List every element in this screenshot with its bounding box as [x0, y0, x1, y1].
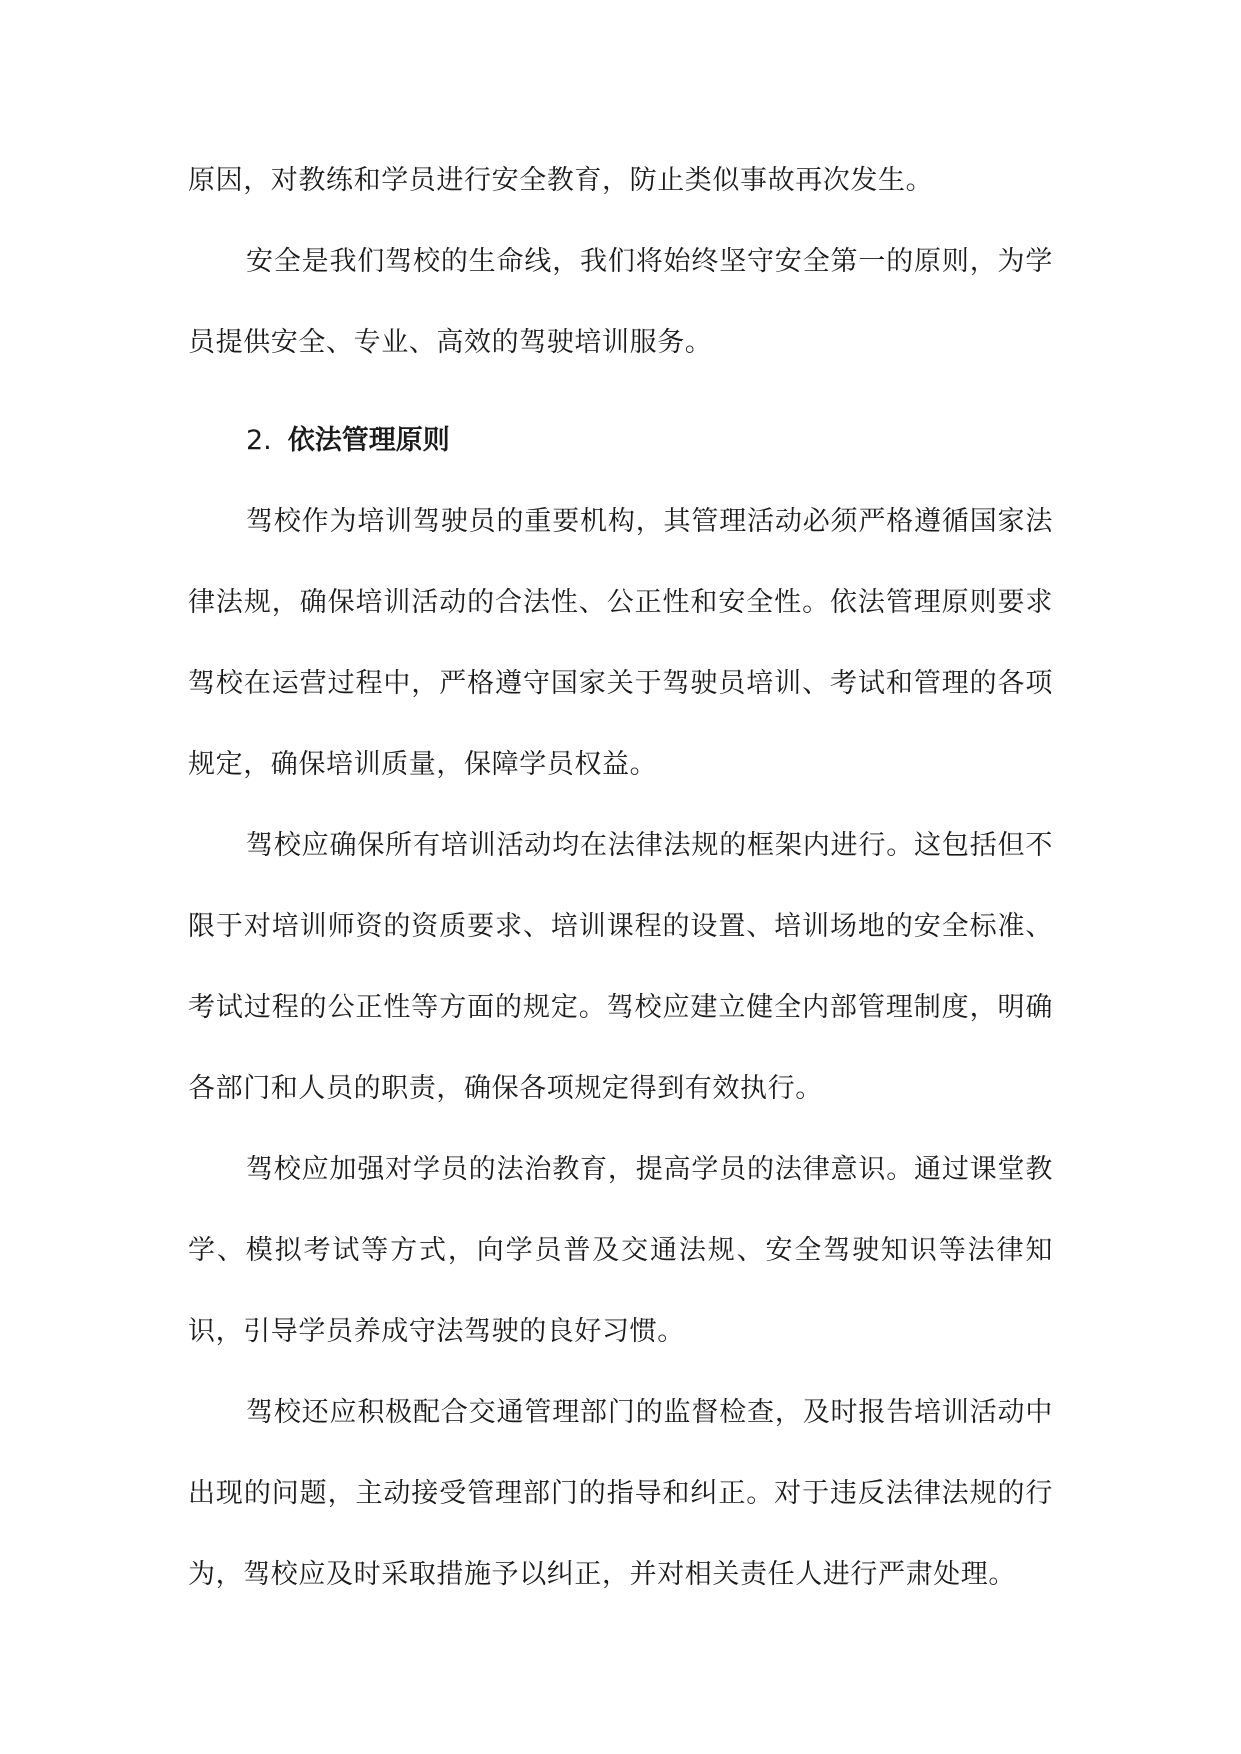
paragraph-continuation: 原因，对教练和学员进行安全教育，防止类似事故再次发生。 — [188, 165, 934, 196]
paragraph-legal-framework: 驾校应确保所有培训活动均在法律法规的框架内进行。这包括但不限于对培训师资的资质要求、培训课程的设置、培训场地的安全标准、考试过程的公正性等方面的规定。驾校应建立健全内部管理制度，明确各部门和人员的职责，确保各项规定得到有效执行。 — [188, 830, 1053, 1104]
section-number: 2. — [246, 425, 272, 456]
paragraph-supervision: 驾校还应积极配合交通管理部门的监督检查，及时报告培训活动中出现的问题，主动接受管理部门的指导和纠正。对于违反法律法规的行为，驾校应及时采取措施予以纠正，并对相关责任人进行严肃处理。 — [188, 1397, 1053, 1590]
paragraph-safety-lifeline: 安全是我们驾校的生命线，我们将始终坚守安全第一的原则，为学员提供安全、专业、高效的驾驶培训服务。 — [188, 246, 1053, 358]
document-body — [188, 140, 1053, 1615]
paragraph-legal-intro: 驾校作为培训驾驶员的重要机构，其管理活动必须严格遵循国家法律法规，确保培训活动的合法性、公正性和安全性。依法管理原则要求驾校在运营过程中，严格遵守国家关于驾驶员培训、考试和管理的各项规定，确保培训质量，保障学员权益。 — [188, 506, 1053, 780]
section-heading — [188, 400, 1053, 481]
paragraph-legal-education: 驾校应加强对学员的法治教育，提高学员的法律意识。通过课堂教学、模拟考试等方式，向学员普及交通法规、安全驾驶知识等法律知识，引导学员养成守法驾驶的良好习惯。 — [188, 1154, 1053, 1347]
section-title: 依法管理原则 — [287, 425, 450, 456]
